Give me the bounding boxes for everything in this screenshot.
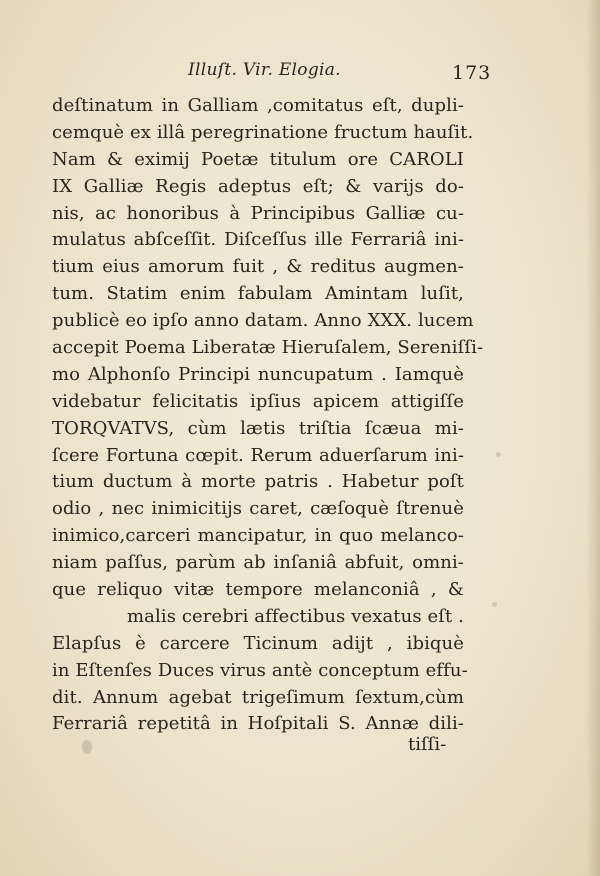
page-number: 173 bbox=[452, 62, 492, 84]
text-line: in Eſtenſes Duces virus antè conceptum effu- bbox=[52, 659, 468, 681]
text-line: tum. Statim enim fabulam Amintam luſit, bbox=[52, 283, 464, 305]
text-line: Nam & eximij Poetæ titulum ore CAROLI bbox=[52, 148, 464, 170]
text-line: deſtinatum in Galliam ,comitatus eſt, dupli- bbox=[52, 95, 464, 116]
running-head: Illuſt. Vir. Elogia. bbox=[188, 60, 341, 80]
ink-speck bbox=[496, 452, 501, 457]
text-line: malis cerebri affectibus vexatus eſt . bbox=[126, 605, 464, 627]
text-line: odio , nec inimicitijs caret, cæſoquè ſtrenuè bbox=[52, 498, 464, 520]
catchword: tiſſi- bbox=[408, 734, 447, 755]
text-line: videbatur felicitatis ipſius apicem attigiſſe bbox=[52, 390, 464, 412]
text-line: publicè eo ipſo anno datam. Anno XXX. lucem bbox=[52, 310, 474, 332]
text-line: nis, ac honoribus à Principibus Galliæ cu- bbox=[52, 202, 464, 224]
text-line: cemquè ex illâ peregrinatione fructum hauſit. bbox=[52, 121, 474, 143]
text-line: inimico,carceri mancipatur, in quo melanco- bbox=[52, 525, 464, 547]
text-line: accepit Poema Liberatæ Hieruſalem, Sereniſſi- bbox=[52, 337, 484, 359]
text-line: niam paſſus, parùm ab inſaniâ abfuit, omni- bbox=[52, 552, 464, 574]
page-edge-shadow bbox=[586, 0, 600, 876]
text-line: ſcere Fortuna cœpit. Rerum aduerſarum ini- bbox=[52, 444, 464, 466]
text-line: Elapſus è carcere Ticinum adijt , ibiquè bbox=[52, 632, 464, 654]
body-text bbox=[52, 93, 484, 738]
ink-speck bbox=[492, 602, 497, 607]
text-line: que reliquo vitæ tempore melanconiâ , & bbox=[52, 579, 464, 601]
text-line: Ferrariâ repetitâ in Hoſpitali S. Annæ dili- bbox=[52, 713, 464, 735]
text-line: TORQVATVS, cùm lætis triſtia ſcæua mi- bbox=[52, 417, 464, 439]
text-line: dit. Annum agebat trigeſimum ſextum,cùm bbox=[52, 686, 464, 708]
text-line: tium ductum à morte patris . Habetur poſt bbox=[52, 471, 464, 493]
ink-smudge bbox=[82, 740, 92, 754]
text-line: IX Galliæ Regis adeptus eſt; & varijs do- bbox=[52, 175, 464, 197]
text-line: mulatus abſceſſit. Diſceſſus ille Ferrariâ ini- bbox=[52, 229, 464, 251]
text-line: tium eius amorum fuit , & reditus augmen- bbox=[52, 256, 464, 278]
text-line: mo Alphonſo Principi nuncupatum . Iamquè bbox=[52, 363, 464, 385]
